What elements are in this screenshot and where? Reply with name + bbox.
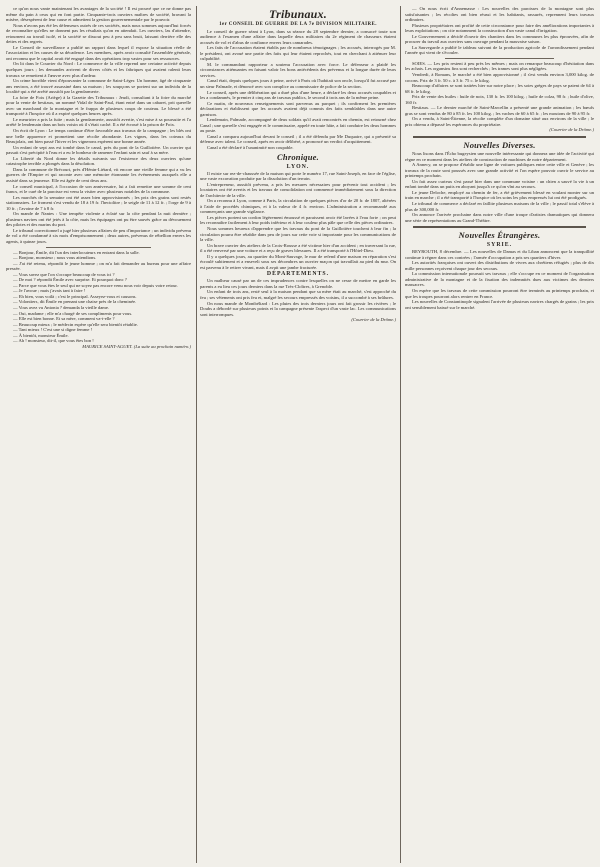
article-paragraph: Le tribunal correctionnel a jugé hier plusieurs affaires de peu d'importance ; un individu prévenu de vol a été condamné à six mois d'emprisonnement ; deux autres, prévenus de rébellion envers les agents, à quinze jours. <box>6 227 191 244</box>
article-paragraph: Lendemain, Palmade, accompagné de deux soldats qu'il avait rencontrés en chemin, est retourné chez Canal ; une querelle s'est engagée et le commissaire, appelé en toute hâte, a fait conduire les deux hommes au poste. <box>200 117 396 134</box>
etrangeres-paragraphs <box>405 249 594 310</box>
article-paragraph: On espère que les travaux de cette commission pourront être terminés au printemps prochain, et que les troupes pourront alors rentrer en France. <box>405 287 594 299</box>
article-paragraph: Le conseil, après une délibération qui a duré plus d'une heure, a déclaré les deux accusés coupables et les a condamnés, le premier à cinq ans de travaux publics, le second à trois ans de la même peine. <box>200 89 396 101</box>
article-paragraph: On a reconnu à Lyon, comme à Paris, la circulation de quelques pièces d'or de 20 fr. de 1807, altérées à l'aide de procédés chimiques, et à la valeur de 4 fr. environ. L'administration a recommandé aux commerçants une grande vigilance. <box>200 198 396 215</box>
right-column <box>405 6 594 863</box>
right-mid-paragraphs <box>405 61 594 128</box>
article-paragraph: Prix de vente des huiles : huile de noix, 130 fr. les 100 kilog. ; huile de colza, 98 fr. ; huile d'olive, 160 fr. <box>405 94 594 105</box>
article-paragraph: Plusieurs propriétaires ont profité de cette circonstance pour faire des améliorations importantes à leurs exploitations ; on cite notamment la construction d'un vaste canal d'irrigation. <box>405 22 594 34</box>
dialogue-line: — Beaucoup mieux ; le médecin espère qu'elle sera bientôt rétablie. <box>13 321 138 327</box>
left-divider <box>46 247 151 248</box>
dialogue-line: — J'ai été retenu, répondit le jeune homme ; on m'a fait demander au bureau pour une affaire pressée. <box>6 260 191 272</box>
article-paragraph: Le jeune Deloche, employé au chemin de fer, a été grièvement blessé en voulant monter sur un train en marche ; il a été transporté à l'hospice où les soins les plus empressés lui ont été prodigués. <box>405 189 594 201</box>
article-paragraph: Les faits de l'accusation étaient établis par de nombreux témoignages ; les accusés, interrogés par M. le président, ont avoué une partie des faits qui leur étaient reprochés, tout en cherchant à atténuer leur culpabilité. <box>200 45 396 62</box>
middle-column <box>200 6 396 863</box>
left-dialogue <box>6 250 191 344</box>
article-paragraph: Un enfant de trois ans, resté seul à la maison pendant que sa mère était au marché, s'est approché du feu ; ses vêtements ont pris feu et, malgré les secours empressés des voisins, il a succombé à ses brûlures. <box>200 289 396 301</box>
right-double-rule-1 <box>413 136 586 138</box>
chronique-paragraphs <box>200 171 396 271</box>
article-paragraph: A Annecy, on se propose d'établir une ligne de voitures publiques entre cette ville et Genève ; les travaux de la route sont poussés avec une grande activité et l'on espère pouvoir ouvrir le service au printemps prochain. <box>405 162 594 179</box>
article-paragraph: Canal a comparu aujourd'hui devant le conseil ; il a été défendu par Me Duquaire, qui a présenté sa défense avec talent. Le conseil, après en avoir délibéré, a prononcé un verdict d'acquittement. <box>200 133 396 145</box>
dialogue-line: — Tant mieux ! C'est une si digne femme ! <box>13 327 93 333</box>
diverses-paragraphs <box>405 151 594 223</box>
dialogue-line: — Eh bien, vous voilà ; c'est le principal. Asseyez-vous et causons. <box>13 293 137 299</box>
article-paragraph: La commission internationale poursuit ses travaux ; elle s'occupe en ce moment de l'organisation administrative de la montagne et de la fixation des indemnités dues aux victimes des derniers massacres. <box>405 271 594 288</box>
article-paragraph: Vendredi, à Romans, le marché a été bien approvisionné ; il s'est vendu environ 3,000 kilog. de cocons. Prix de 3 fr. 50 c. à 3 fr. 75 c. le kilog. <box>405 72 594 83</box>
article-paragraph: Il existe sur rez-de-chaussée de la maison qui porte le numéro 17, rue Saint-Joseph, en face de l'église, une vaste excavation produite par la dissolution d'un terrain. <box>200 170 396 182</box>
article-paragraph: Un malheur causé par un de ces imprudences contre lesquelles on ne cesse de mettre en garde les parents a eu lieu ces jours derniers dans la rue Très-Cloîtres, à Grenoble. <box>200 278 396 289</box>
article-paragraph: On lit dans le Courrier du Nord : Le commerce de la ville reprend une certaine activité depuis quelques jours ; les demandes arrivent de divers côtés et les fabriques qui avaient ralenti leurs travaux se remettent à l'œuvre avec plus d'ardeur. <box>6 61 191 78</box>
left-column <box>6 6 191 863</box>
article-paragraph: Le Gouvernement a décidé d'ouvrir des chantiers dans les communes les plus éprouvées, afin de procurer du travail aux ouvriers sans ouvrage pendant la mauvaise saison. <box>405 33 594 45</box>
article-paragraph: On mande de Nantes : Une tempête violente a éclaté sur la côte pendant la nuit dernière ; plusieurs navires ont été jetés à la côte, mais les équipages ont pu être sauvés grâce au dévouement des pilotes et des marins du port. <box>6 211 191 228</box>
dialogue-line: — De moi ? répondit Émile avec surprise. Et pourquoi donc ? <box>13 277 127 283</box>
article-paragraph: Un crime horrible vient d'épouvanter la commune de Saint-Léger. Un homme, âgé de cinquante ans environ, a été trouvé assassiné dans sa maison ; les soupçons se portent sur un individu de la localité qui a été arrêté aussitôt par la gendarmerie. <box>6 78 191 95</box>
article-paragraph: On a vendu, à Saint-Étienne, la récolte complète d'un domaine situé aux environs de la ville ; le prix obtenu a dépassé les espérances du propriétaire. <box>405 116 594 127</box>
article-paragraph: Un enfant de sept ans est tombé dans le canal, près du pont de la Guillotière. Un ouvrier qui passait s'est précipité à l'eau et a eu le bonheur de ramener l'enfant sain et sauf à sa mère. <box>6 144 191 156</box>
article-paragraph: BEYROUTH, 8 décembre. — Les nouvelles de Damas et du Liban annoncent que la tranquillité continue à régner dans ces contrées ; l'armée d'occupation a pris ses quartiers d'hiver. <box>405 249 594 260</box>
article-paragraph: Nous sommes heureux d'apprendre que les travaux du pont de la Guillotière touchent à leur fin ; la circulation pourra être rétablie dans peu de jours sur cette voie si importante pour les communications de la ville. <box>200 226 396 243</box>
column-rule-right <box>400 6 401 863</box>
dialogue-line: — Vous avez vu Antonia ? demanda la vieille dame. <box>13 304 110 310</box>
section-subtitle-lyon: LYON. <box>286 163 310 170</box>
dialogue-line: — À bientôt, monsieur Émile. <box>13 332 69 338</box>
dialogue-line: — Vous savez que l'on s'occupe beaucoup de vous ici ? <box>13 271 115 277</box>
right-mid-signature: (Courrier de la Drôme.) <box>549 127 594 133</box>
feuilleton-signature: MAURICE SAINT-AGUET. (La suite au prochain numéro.) <box>82 343 191 349</box>
article-paragraph: On écrit de Lyon : Le temps continue d'être favorable aux travaux de la campagne ; les blés ont une belle apparence et promettent une récolte abondante. Les vignes, dans les coteaux du Beaujolais, ont bien passé l'hiver et les vignerons espèrent une bonne année. <box>6 128 191 145</box>
article-paragraph: La Sauvegarde a publié le tableau suivant de la production agricole de l'arrondissement pendant l'année qui vient de s'écouler. <box>405 44 594 56</box>
article-paragraph: Un fait assez curieux s'est passé hier dans une commune voisine : un chien a sauvé la vie à un enfant tombé dans un puits en aboyant jusqu'à ce qu'on vînt au secours. <box>405 178 594 190</box>
article-paragraph: Bestiaux. — Le dernier marché de Saint-Marcellin a présenté une grande animation ; les bœufs gras se sont vendus de 80 à 85 fr. les 100 kilog. ; les vaches de 60 à 65 fr. ; les moutons de 90 à 95 fr. <box>405 105 594 116</box>
right-divider <box>445 58 554 59</box>
article-paragraph: Les pièces portent un cordon légèrement émoussé et paraissent avoir été lavées à l'eau forte ; on peut les reconnaître facilement à leur poids inférieur et à leur couleur plus pâle que celle des pièces ordinaires. <box>200 214 396 226</box>
left-paragraphs <box>6 23 191 245</box>
dialogue-line: — Parce que vous êtes le seul qui ne soyez pas encore venu nous voir depuis votre retour. <box>13 282 178 288</box>
article-paragraph: Le conseil municipal, à l'occasion de son anniversaire, lui a fait remettre une somme de cent francs, et le curé de la paroisse est venu la visiter avec plusieurs notables de la commune. <box>6 183 191 195</box>
article-paragraph: On nous mande de Montbéliard : Les pluies des trois derniers jours ont fait grossir les rivières ; le Doubs a débordé sur plusieurs points et la campagne présente l'aspect d'un vaste lac. Les communications sont interrompues. <box>200 300 396 317</box>
article-paragraph: Un brave ouvrier des ateliers de la Croix-Rousse a été victime hier d'un accident ; en traversant la rue, il a été renversé par une voiture et a reçu de graves blessures. Il a été transporté à l'Hôtel-Dieu. <box>200 242 396 254</box>
article-paragraph: La foire de Foix (Ariège) à la Gazette des Tribunaux : Jeudi, consultant à la foire du marché pour la vente de bestiaux, un nommé Vidal de Saint-Paul, étant entré dans un cabaret, prit querelle avec un marchand de la montagne et le frappa de plusieurs coups de couteau. Le blessé a été transporté à l'hospice où il a expiré quelques heures après. <box>6 94 191 117</box>
section-title-chronique: Chronique. <box>277 151 319 162</box>
article-paragraph: Canal était, depuis quelques jours à peine, arrivé à Paris où l'habitait son oncle, lorsqu'il fut accusé par un sieur Palmade, et dénoncé avec son complice au commissaire de police de la section. <box>200 78 396 89</box>
dialogue-line: — Ah ! monsieur, dit-il, que vous êtes bon ! <box>13 338 94 344</box>
section-subtitle-conseil: 1er CONSEIL DE GUERRE DE LA 7e DIVISION MILITAIRE. <box>219 22 377 27</box>
left-top-line: ce qu'on nous vante maintenant les avantages de la société ! Il est prouvé que ce ne donne pas même du pain à ceux qui en font partie. Cinquante-trois ouvriers maîtres de société, bravant la misère, désespèrent de leur cause et admettent la gestion gouvernementale par le pouvoir. <box>6 6 191 23</box>
article-paragraph: M. le commandant rapporteur a soutenu l'accusation avec force. Le défenseur a plaidé les circonstances atténuantes en faisant valoir les bons antécédents des prévenus et la longue durée de leurs services. <box>200 61 396 78</box>
article-paragraph: Le conseil de guerre séant à Lyon, dans sa séance du 28 septembre dernier, a consacré toute son audience à l'examen d'une affaire dans laquelle deux militaires du 2e régiment de chasseurs étaient accusés de vol et d'abus de confiance envers leurs camarades. <box>200 28 396 45</box>
article-paragraph: Le Conseil de surveillance a publié un rapport dans lequel il expose la situation réelle de l'association et les causes de sa décadence. Les membres, après avoir consulté l'assemblée générale, ont reconnu que le capital avait été engagé dans des opérations trop vastes pour ses ressources. <box>6 44 191 61</box>
article-paragraph: Les marchés de la semaine ont été assez bien approvisionnés ; les prix des grains sont restés stationnaires. Le froment s'est vendu de 18 à 19 fr. l'hectolitre ; le seigle de 11 à 12 fr. ; l'orge de 9 à 10 fr. ; l'avoine de 7 à 8 fr. <box>6 194 191 211</box>
tribunaux-paragraphs <box>200 29 396 151</box>
column-rule-left <box>196 6 197 863</box>
article-paragraph: Nous n'avons pas été les défenseurs outrés de ces sociétés, mais nous sommes aujourd'hui forcés de reconnaître qu'elles ne donnent pas les résultats qu'on en attendait. Les ouvriers, las d'attendre, retournent au travail isolé, et la société se dissout peu à peu sans bruit, laissant derrière elle des dettes et des regrets. <box>6 22 191 45</box>
dialogue-line: — Je l'avoue ; mais j'avais tant à faire ! <box>13 288 86 294</box>
article-paragraph: Dans la commune de Brécourt, près d'Hénin-Liétard, vit encore une vieille femme qui a vu les guerres de l'Empire et qui raconte avec une mémoire étonnante les événements auxquels elle a assisté dans sa jeunesse. Elle est âgée de cent deux ans. <box>6 166 191 183</box>
article-paragraph: Le tribunal de commerce a déclaré en faillite plusieurs maisons de la ville ; le passif total s'élève à plus de 300,000 fr. <box>405 200 594 212</box>
article-paragraph: SOIES. — Les prix restent à peu près les mêmes ; mais on remarque beaucoup d'hésitation dans les achats. Les organsins fins sont recherchés ; les trames sont plus négligées. <box>405 60 594 72</box>
article-paragraph: Beaucoup d'affaires se sont traitées hier sur notre place ; les soies grèges de pays se paient de 64 à 68 fr. le kilog. <box>405 83 594 94</box>
dialogue-line: — Bonjour, monsieur ; nous vous attendions. <box>13 255 97 261</box>
dialogue-line: — Elle est bien bonne. Et sa mère, comment va-t-elle ? <box>13 316 115 322</box>
dialogue-line: — Volontiers, dit Émile en prenant une chaise près de la cheminée. <box>13 299 137 305</box>
section-subtitle-syrie: SYRIE. <box>486 242 513 249</box>
article-paragraph: L'entrepreneur, aussitôt prévenu, a pris les mesures nécessaires pour prévenir tout accident ; les locataires ont été avertis et les travaux de consolidation ont commencé immédiatement sous la direction de l'architecte de la ville. <box>200 181 396 198</box>
departements-paragraphs <box>200 278 396 317</box>
departements-signature: (Courrier de la Drôme.) <box>351 317 396 323</box>
article-paragraph: La Liberté du Nord donne les détails suivants sur l'existence des deux ouvriers qu'une catastrophe terrible a plongés dans la désolation. <box>6 155 191 167</box>
article-paragraph: Il y a quelques jours, au quartier du Mont-Sauvage, le mur de refend d'une maison en réparation s'est écroulé subitement et a enseveli sous ses décombres un ouvrier maçon qui travaillait au pied du mur. On est parvenu à le retirer vivant, mais il avait une jambe fracturée. <box>200 253 396 270</box>
right-double-rule-2 <box>413 226 586 228</box>
article-paragraph: Ce matin, de nouveaux renseignements sont parvenus au parquet ; ils confirment les premières déclarations et établissent que les accusés avaient déjà commis des faits semblables dans une autre garnison. <box>200 100 396 117</box>
dialogue-line: — Bonjour, Émile, dit l'un des interlocuteurs en entrant dans la salle. <box>13 249 140 255</box>
section-title-nouvelles-diverses: Nouvelles Diverses. <box>463 140 536 151</box>
article-paragraph: Nous lisons dans l'Écho bugeysien une nouvelle intéressante qui donnera une idée de l'activité qui règne en ce moment dans les ateliers de construction de machines de notre département. <box>405 151 594 162</box>
article-paragraph: Les autorités françaises ont ouvert des distributions de vivres aux chrétiens réfugiés ; plus de dix mille personnes reçoivent chaque jour des secours. <box>405 260 594 271</box>
article-paragraph: — On nous écrit d'Annemasse : Les nouvelles des paroisses de la montagne sont plus satisfaisantes ; les récoltes ont bien réussi et les habitants, rassurés, reprennent leurs travaux ordinaires. <box>405 6 594 23</box>
article-paragraph: Canal a été déclaré à l'unanimité non coupable. <box>207 144 294 150</box>
section-title-tribunaux: Tribunaux. <box>269 7 327 21</box>
article-paragraph: Les nouvelles de Constantinople signalent l'arrivée de plusieurs navires chargés de grains ; les prix ont sensiblement baissé sur le marché. <box>405 299 594 310</box>
article-paragraph: Le meurtrier a pris la fuite ; mais la gendarmerie, aussitôt avertie, s'est mise à sa poursuite et l'a arrêté le lendemain dans un bois voisin où il s'était caché. Il a été écroué à la prison de Foix. <box>6 116 191 128</box>
section-title-nouvelles-etrangeres: Nouvelles Étrangères. <box>458 230 541 241</box>
right-top-paragraphs <box>405 6 594 56</box>
dialogue-line: — Oui, madame ; elle m'a chargé de ses compliments pour vous. <box>13 310 133 316</box>
article-paragraph: On annonce l'arrivée prochaine dans notre ville d'une troupe d'artistes dramatiques qui donnera une série de représentations au Grand-Théâtre. <box>405 212 594 223</box>
section-title-departements: DÉPARTEMENTS. <box>266 271 330 278</box>
